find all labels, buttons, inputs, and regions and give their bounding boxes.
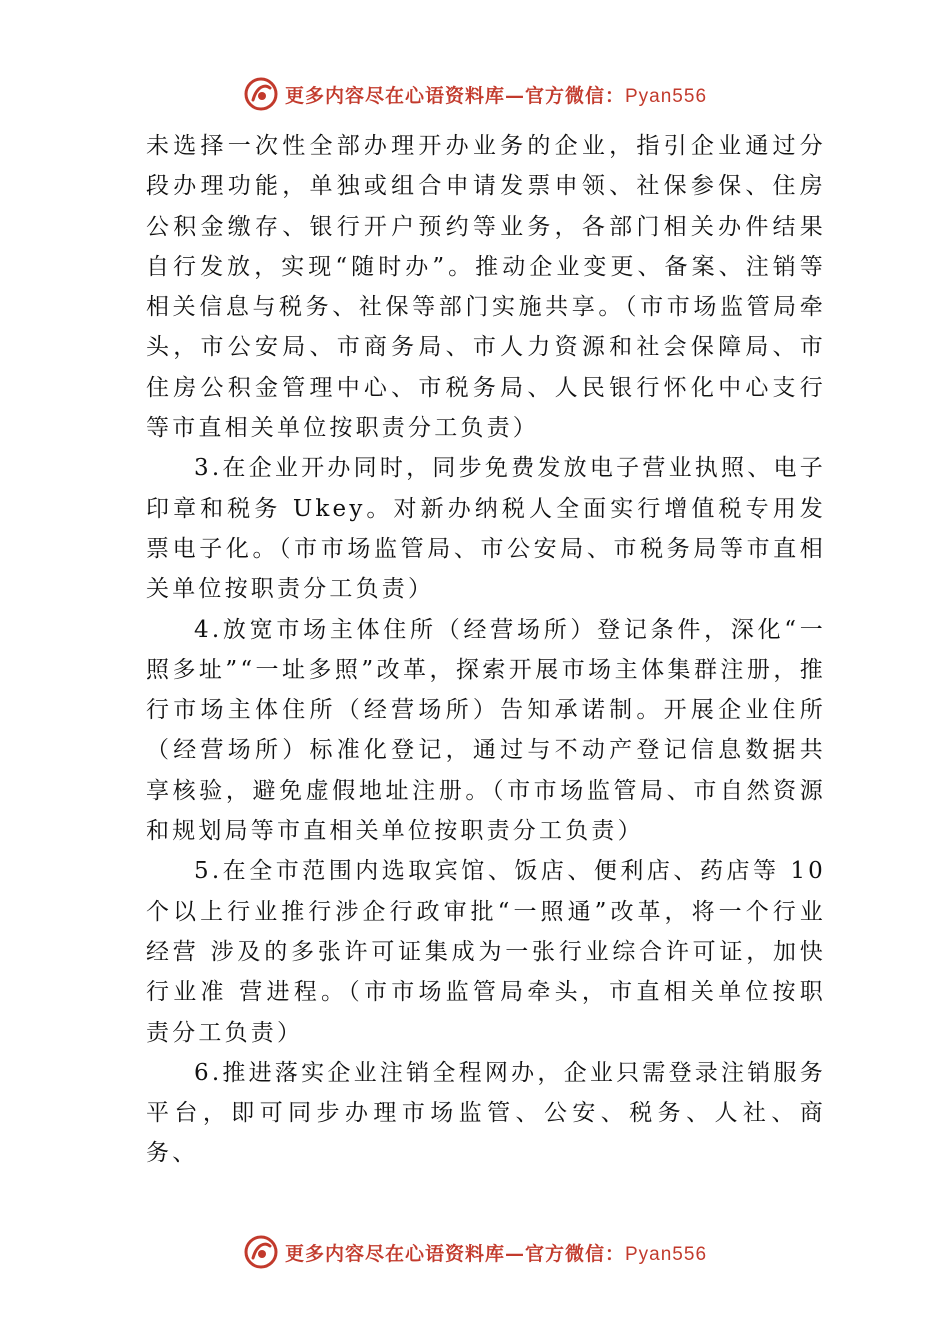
watermark-text bbox=[285, 81, 707, 108]
watermark-main-text: 更多内容尽在心语资料库 bbox=[284, 84, 505, 107]
header-watermark bbox=[0, 72, 950, 116]
paragraph-item-3: 3.在企业开办同时，同步免费发放电子营业执照、电子印章和税务 Ukey。对新办纳税人全面实行增值税专用发票电子化。（市市场监管局、市公安局、市税务局等市直相关单位按职责分工负责） bbox=[146, 455, 826, 603]
document-body bbox=[146, 126, 826, 1174]
watermark-contact-id: Pyan556 bbox=[625, 1243, 708, 1265]
brand-logo-icon bbox=[243, 76, 279, 112]
watermark-separator: — bbox=[504, 1242, 525, 1265]
paragraph-item-4: 4.放宽市场主体住所（经营场所）登记条件，深化“一照多址”“一址多照”改革，探索开展市场主体集群注册，推行市场主体住所（经营场所）告知承诺制。开展企业住所（经营场所）标准化登记，通过与不动产登记信息数据共享核验，避免虚假地址注册。（市市场监管局、市自然资源和规划局等市直相关单位按职责分工负责） bbox=[146, 616, 826, 845]
paragraph-item-6: 6.推进落实企业注销全程网办，企业只需登录注销服务平台，即可同步办理市场监管、公安、税务、人社、商务、 bbox=[146, 1059, 826, 1167]
paragraph-item-5: 5.在全市范围内选取宾馆、饭店、便利店、药店等 10 个以上行业推行涉企行政审批“一照通”改革，将一个行业经营 涉及的多张许可证集成为一张行业综合许可证，加快行业准 营进程。（市市场监管局牵头，市直相关单位按职责分工负责） bbox=[146, 858, 826, 1046]
watermark-main-text: 更多内容尽在心语资料库 bbox=[284, 1242, 505, 1265]
paragraph-continued: 未选择一次性全部办理开办业务的企业，指引企业通过分段办理功能，单独或组合申请发票申领、社保参保、住房公积金缴存、银行开户预约等业务，各部门相关办件结果自行发放，实现“随时办”。推动企业变更、备案、注销等相关信息与税务、社保等部门实施共享。（市市场监管局牵头，市公安局、市商务局、市人力资源和社会保障局、市住房公积金管理中心、市税务局、人民银行怀化中心支行等市直相关单位按职责分工负责） bbox=[146, 133, 826, 442]
brand-logo-icon bbox=[243, 1234, 279, 1270]
watermark-separator: — bbox=[504, 84, 525, 107]
watermark-contact-label: 官方微信： bbox=[524, 84, 625, 107]
watermark-contact-id: Pyan556 bbox=[625, 85, 708, 107]
footer-watermark bbox=[0, 1230, 950, 1274]
watermark-text bbox=[285, 1239, 707, 1266]
watermark-contact-label: 官方微信： bbox=[524, 1242, 625, 1265]
